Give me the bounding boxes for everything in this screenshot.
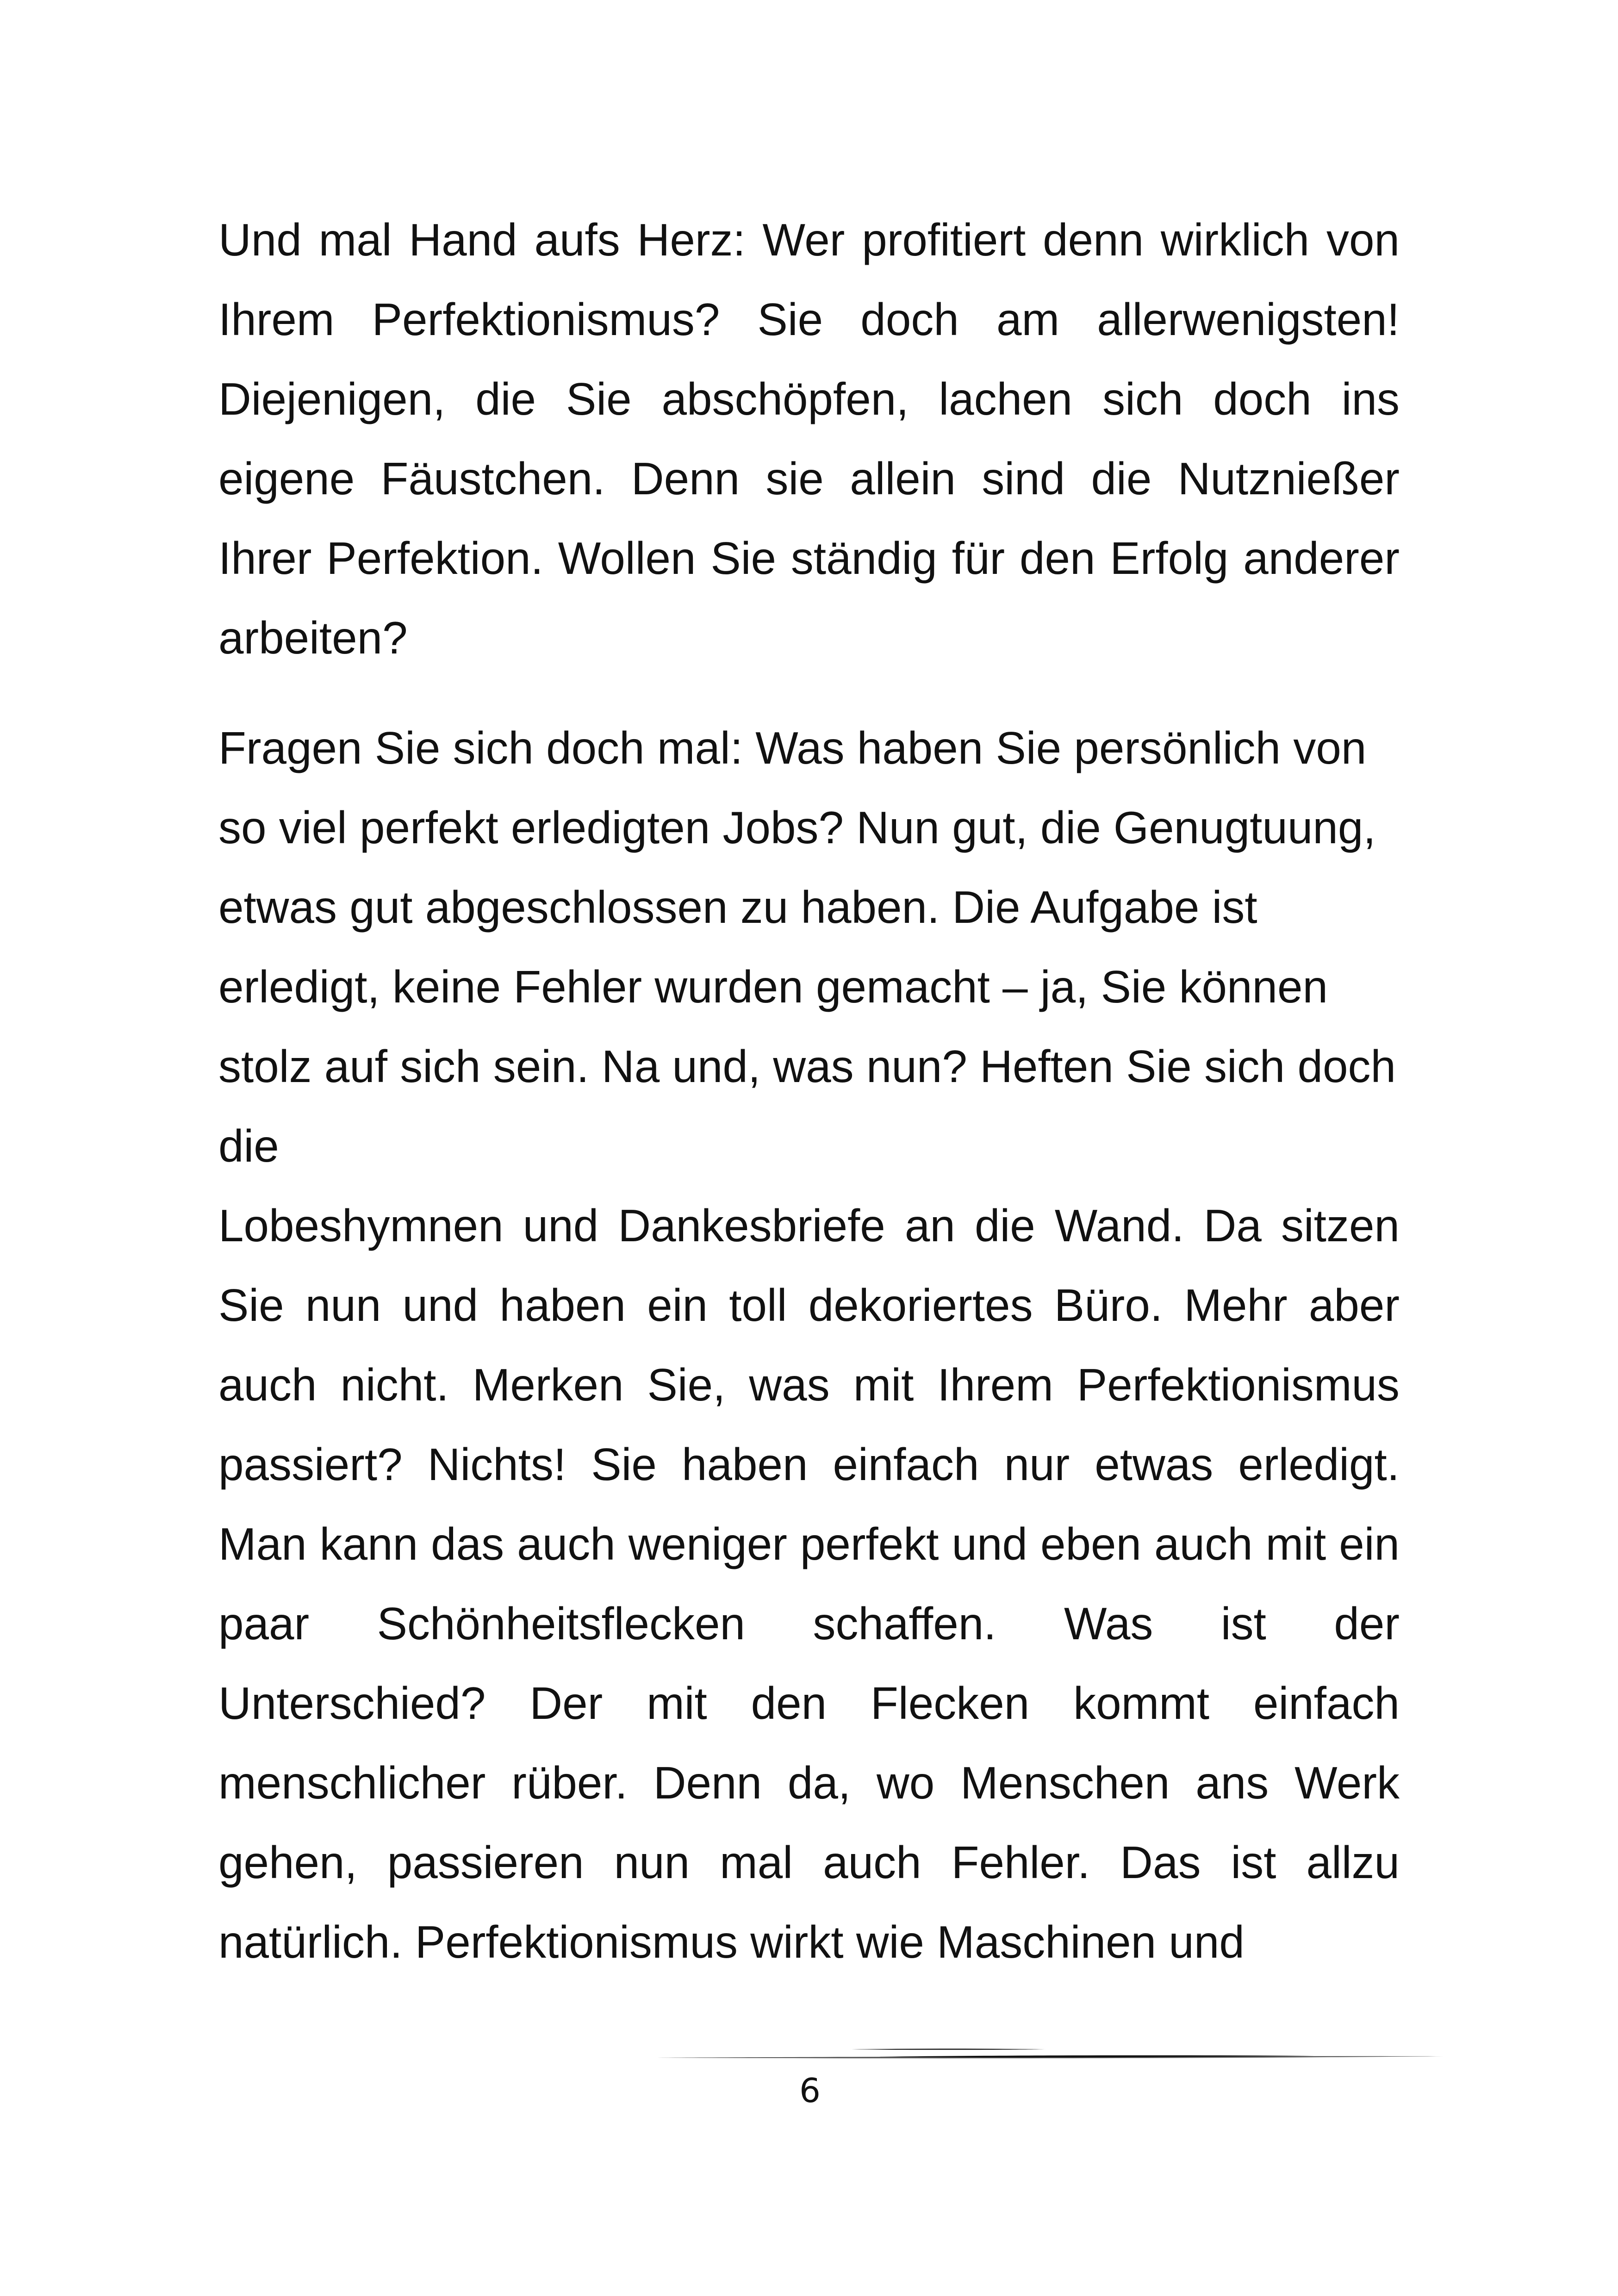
paragraph-2: Fragen Sie sich doch mal: Was haben Sie persönlich von so viel perfekt erledigten Jobs? Nun gut, die Genugtuung, etwas gut abgeschlossen zu haben. Die Aufgabe ist erledigt, keine Fehler wurden gemacht – ja, Sie können stolz auf sich sein. Na und, was nun? Heften Sie sich doch <box>218 722 1396 1092</box>
body-text <box>218 200 1400 1982</box>
paragraph-1: Und mal Hand aufs Herz: Wer profitiert denn wirklich von Ihrem Perfektionismus? Sie doch am allerwenigsten! Diejenigen, die Sie abschöpfen, lachen sich doch ins eigene Fäustchen. Denn sie allein sind die Nutznießer Ihrer Perfektion. Wollen Sie ständig für den Erfolg anderer arbeiten? <box>218 214 1400 663</box>
page-number: 6 <box>799 2071 821 2110</box>
paragraph-2-continuation: die <box>218 1120 279 1171</box>
footer-divider <box>657 2046 1444 2064</box>
paragraph-3: Lobeshymnen und Dankesbriefe an die Wand. Da sitzen Sie nun und haben ein toll dekoriertes Büro. Mehr aber auch nicht. Merken Sie, was mit Ihrem Perfektionismus passiert? Nichts! Sie haben einfach nur etwas erledigt. Man kann das auch weniger perfekt und eben auch mit ein paar Schönheitsflecken schaffen. Was ist der Unterschied? Der mit den Flecken kommt einfach menschlicher rüber. Denn da, wo Menschen ans Werk gehen, passieren nun mal auch Fehler. Das ist allzu natürlich. Perfektionismus wirkt wie Maschinen und <box>218 1200 1400 1967</box>
